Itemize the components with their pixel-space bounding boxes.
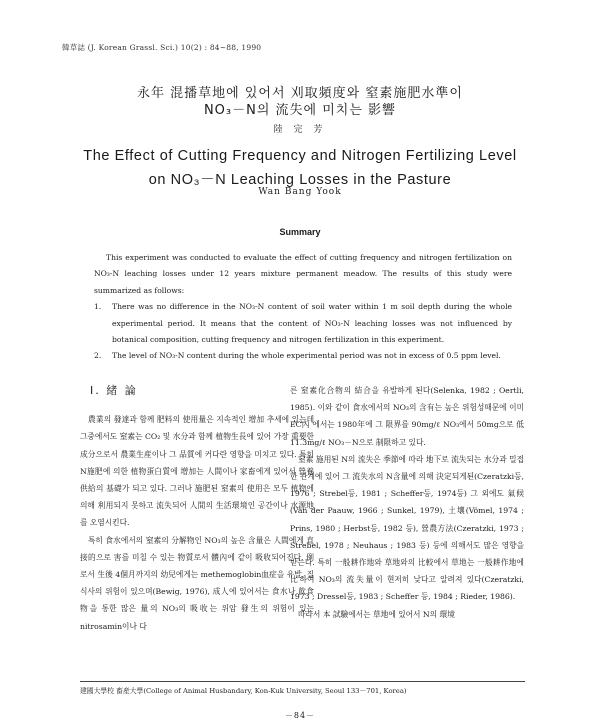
abstract <box>94 250 512 365</box>
abstract-item-number: 1. <box>94 302 102 312</box>
abstract-item-text: The level of NO₃-N content during the whole experimental period was not in excess of 0.5 ppm level. <box>112 351 501 361</box>
english-title-line-2: on NO₃－N Leaching Losses in the Pasture <box>148 172 452 188</box>
korean-title-line-1: 永年 混播草地에 있어서 刈取頻度와 窒素施肥水準이 <box>137 86 463 101</box>
english-author: Wan Bang Yook <box>258 187 342 197</box>
summary-heading: Summary <box>279 227 321 237</box>
right-column <box>290 382 524 623</box>
journal-citation: 韓草誌 (J. Korean Grassl. Sci.) 10(2) : 84~88, 1990 <box>62 43 262 52</box>
affiliation-footnote: 建國大學校 畜産大學(College of Animal Husbandary, Kon-Kuk University, Seoul 133－701, Korea) <box>80 687 407 695</box>
korean-title-line-2: NO₃－N의 流失에 미치는 影響 <box>203 103 397 118</box>
left-paragraph-2: 특히 食水에서의 窒素의 分解物인 NO₃의 높은 含量은 人間에게 直接的으로 害를 미칠 수 있는 物質로서 體內에 같이 吸收되어진다. 例로서 生後 4個月까지의 幼兒에게는 methemoglobin血症을 유발, 질식사의 위험이 있으며(Bewig, 1976), 成人에 있어서는 食水나 飮食物을 통한 많은 量의 NO₃의 吸收는 위암 發生의 위험이 있는 nitrosamin이나 다 <box>80 535 314 631</box>
left-column <box>80 382 314 635</box>
left-paragraph-1: 農業의 發達과 함께 肥料의 使用量은 지속적인 增加 추세에 있는데 그중에서도 窒素는 CO₂ 및 水分과 함께 植物生長에 있어 가장 重要한 成分으로서 農業生産이나 그 品質에 커다란 영향을 미치고 있다. 특히 N施肥에 의한 植物蛋白質에 增加는 人間이나 家畜에게 있어서 營養供給의 基礎가 되고 있다. 그러나 施肥된 窒素의 使用은 모두 植物에 의해 利用되지 못하고 流失되어 人間의 生活環境인 공간이나 水源地를 오염시킨다. <box>80 415 314 528</box>
abstract-item-number: 2. <box>94 351 102 361</box>
right-paragraph-3: 따라서 本 試驗에서는 草地에 있어서 N의 環境 <box>298 609 455 619</box>
abstract-item <box>94 348 512 364</box>
english-title-line-1: The Effect of Cutting Frequency and Nitrogen Fertilizing Level <box>83 148 517 164</box>
page-number: －84－ <box>284 711 316 720</box>
right-paragraph-2: 窒素 施用된 N의 流失은 季節에 따라 地下로 流失되는 水分과 밀접한 관계에 있어 그 流失水의 N含量에 의해 決定되게된(Czeratzki등, 1976 ; Strebel등, 1981 ; Scheffer등, 1974등) 그 외에도 氣候(Van der Paauw, 1966 ; Sunkel, 1979), 土壤(Vömel, 1974 ; Prins, 1980 ; Herbst등, 1982 등), 營農方法(Czeratzki, 1973 ; Strebel, 1978 ; Neuhaus ; 1983 등) 등에 의해서도 많은 영향을 받는다. 특히 一般耕作地와 草地와의 比較에서 草地는 一般耕作地에 比하여 NO₃의 流失量이 현저히 낮다고 알려져 있다(Czeratzki, 1973 ; Dressel등, 1983 ; Scheffer 등, 1984 ; Rieder, 1986). <box>290 454 524 602</box>
abstract-item <box>94 299 512 348</box>
korean-author: 陸 完 芳 <box>273 125 327 135</box>
abstract-lead: This experiment was conducted to evaluate the effect of cutting frequency and nitrogen fertilization on NO₃-N leaching losses under 12 years mixture permanent meadow. The results of this study were summarized as follows: <box>94 253 512 295</box>
right-paragraph-1: 른 窒素化合物의 結合을 유발하게 된다(Selenka, 1982 ; Oertli, 1985). 이와 같이 食水에서의 NO₃의 含有는 높은 위험성때문에 이미 EC內 에서는 1980年에 그 限界를 90mg/ℓ NO₃에서 50mg으로 低 11.3mg/ℓ NO₃－N으로 制限하고 있다. <box>290 386 524 447</box>
footnote-divider <box>80 681 525 682</box>
abstract-item-text: There was no difference in the NO₃-N content of soil water within 1 m soil depth during the whole experimental period. It means that the content of NO₃-N leaching losses was not influenced by botanical composition, cutting frequency and nitrogen fertilization in this experiment. <box>112 302 512 345</box>
section-heading-introduction: I. 緒 論 <box>90 384 138 397</box>
